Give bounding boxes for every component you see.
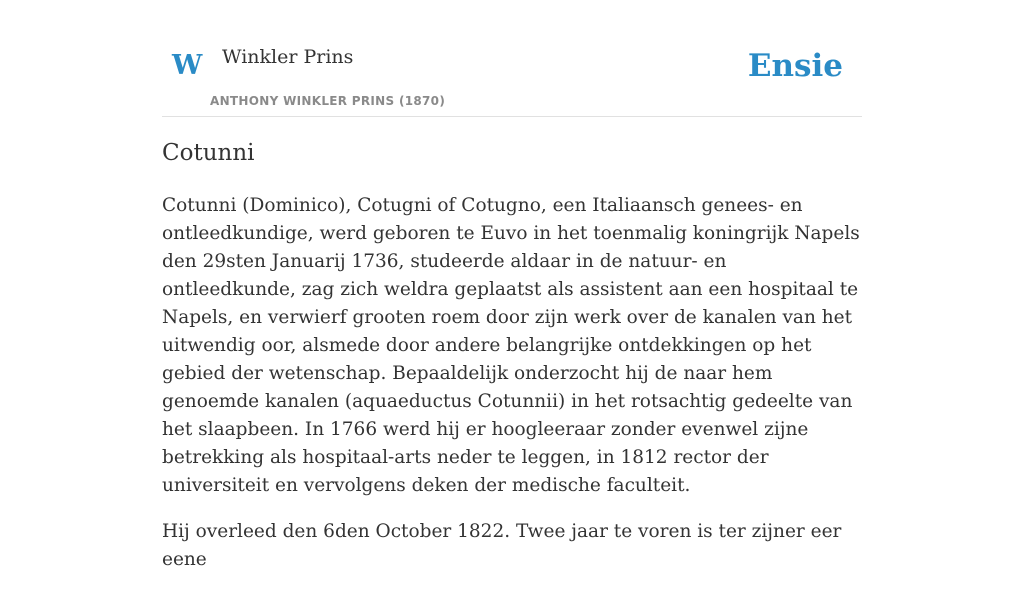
source-header xyxy=(162,0,862,117)
source-logo-icon[interactable]: W xyxy=(172,50,203,81)
source-name-link[interactable]: Winkler Prins xyxy=(222,46,354,68)
source-author: ANTHONY WINKLER PRINS (1870) xyxy=(210,94,446,108)
article-paragraph: Cotunni (Dominico), Cotugni of Cotugno, een Italiaansch genees- en ontleedkundige, werd geboren te Euvo in het toenmalig koningrijk Napels den 29sten Januarij 1736, studeerde aldaar in de natuur- en ontleedkunde, zag zich weldra geplaatst als assistent aan een hospitaal te Napels, en verwierf grooten roem door zijn werk over de kanalen van het uitwendig oor, alsmede door andere belangrijke ontdekkingen op het gebied der wetenschap. Bepaaldelijk onderzocht hij de naar hem genoemde kanalen (aquaeductus Cotunnii) in het rotsachtig gedeelte van het slaapbeen. In 1766 werd hij er hoogleeraar zonder evenwel zijne betrekking als hospitaal-arts neder te leggen, in 1812 rector der universiteit en vervolgens deken der medische faculteit. xyxy=(162,195,860,496)
article-body xyxy=(162,192,862,592)
article-title: Cotunni xyxy=(162,140,255,166)
article-paragraph: Hij overleed den 6den October 1822. Twee jaar te voren is ter zijner eer eene xyxy=(162,521,842,570)
brand-logo[interactable]: Ensie xyxy=(747,48,843,84)
